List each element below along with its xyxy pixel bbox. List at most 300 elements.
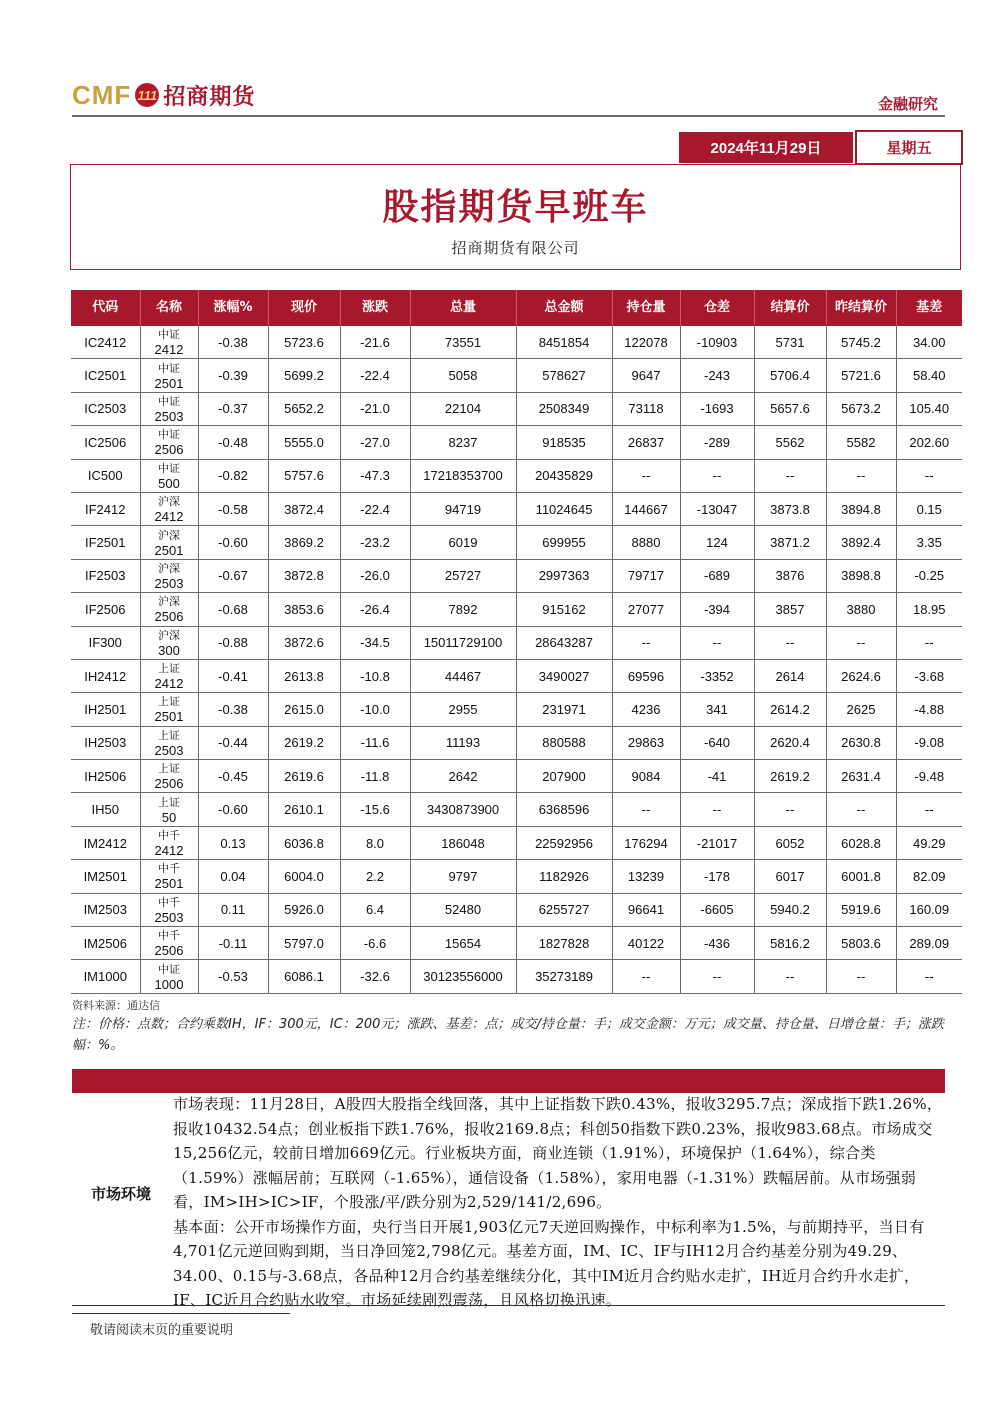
- cell-basis: 160.09: [896, 893, 962, 926]
- cell-open-interest: 26837: [612, 426, 680, 459]
- table-row: [71, 492, 962, 525]
- contract-name: [140, 927, 198, 960]
- cell-turnover: 699955: [516, 526, 612, 559]
- column-header: 持仓量: [612, 290, 680, 326]
- cell-volume: 11193: [410, 726, 516, 759]
- contract-name: [140, 659, 198, 692]
- table-row: [71, 559, 962, 592]
- cell-last-price: 2613.8: [268, 659, 340, 692]
- contract-code: IM2501: [71, 860, 140, 893]
- cell-open-interest: 79717: [612, 559, 680, 592]
- cell-basis: 3.35: [896, 526, 962, 559]
- cell-settle-price: 3857: [754, 593, 826, 626]
- contract-index-name: 上证: [158, 662, 180, 676]
- cell-oi-change: -1693: [680, 392, 754, 425]
- cell-last-price: 2615.0: [268, 693, 340, 726]
- cell-turnover: 578627: [516, 359, 612, 392]
- contract-name: [140, 860, 198, 893]
- contract-name: [140, 559, 198, 592]
- contract-index-name: 沪深: [158, 561, 180, 575]
- cell-open-interest: 4236: [612, 693, 680, 726]
- cell-change-pct: -0.39: [198, 359, 268, 392]
- cell-prev-settle: --: [826, 793, 896, 826]
- cell-open-interest: 176294: [612, 826, 680, 859]
- table-row: [71, 593, 962, 626]
- cell-last-price: 6004.0: [268, 860, 340, 893]
- logo-text-cn: 招商期货: [163, 84, 256, 110]
- contract-name: [140, 693, 198, 726]
- contract-month: 2503: [154, 408, 184, 424]
- contract-index-name: 中千: [158, 829, 180, 843]
- cell-prev-settle: --: [826, 459, 896, 492]
- fundamentals-paragraph: 基本面：公开市场操作方面，央行当日开展1,903亿元7天逆回购操作，中标利率为1.5%，与前期持平，当日有4,701亿元逆回购到期，当日净回笼2,798亿元。基差方面，IM、IC、IF与IH12月合约基差分别为49.29、34.00、0.15与-3.68点，各品种12月合约基差继续分化，其中IM近月合约贴水走扩，IH近月合约升水走扩，IF、IC近月合约贴水收窄。市场延续剧烈震荡，且风格切换迅速。: [173, 1217, 925, 1309]
- contract-name: [140, 426, 198, 459]
- cell-turnover: 8451854: [516, 326, 612, 359]
- contract-index-name: 上证: [158, 795, 180, 809]
- cell-turnover: 20435829: [516, 459, 612, 492]
- cell-last-price: 6086.1: [268, 960, 340, 993]
- table-row: [71, 860, 962, 893]
- logo-badge-icon: 111: [135, 83, 159, 107]
- contract-name: [140, 593, 198, 626]
- cell-prev-settle: 5803.6: [826, 927, 896, 960]
- table-row: [71, 326, 962, 359]
- cell-volume: 17218353700: [410, 459, 516, 492]
- contract-month: 2501: [154, 709, 184, 725]
- contract-code: IH2412: [71, 659, 140, 692]
- cell-last-price: 3872.4: [268, 492, 340, 525]
- cell-volume: 2955: [410, 693, 516, 726]
- cell-settle-price: 2619.2: [754, 760, 826, 793]
- cell-last-price: 2619.2: [268, 726, 340, 759]
- cell-turnover: 880588: [516, 726, 612, 759]
- header-divider: [72, 115, 945, 117]
- cell-prev-settle: 5673.2: [826, 392, 896, 425]
- cell-oi-change: -289: [680, 426, 754, 459]
- cell-prev-settle: 3898.8: [826, 559, 896, 592]
- cell-open-interest: 8880: [612, 526, 680, 559]
- contract-name: [140, 893, 198, 926]
- cell-volume: 52480: [410, 893, 516, 926]
- contract-name: [140, 960, 198, 993]
- cell-change: -34.5: [340, 626, 410, 659]
- column-header: 总金额: [516, 290, 612, 326]
- cell-open-interest: 96641: [612, 893, 680, 926]
- cell-change-pct: -0.45: [198, 760, 268, 793]
- section-bar: [72, 1069, 945, 1093]
- cell-last-price: 5699.2: [268, 359, 340, 392]
- contract-name: [140, 793, 198, 826]
- cell-oi-change: -13047: [680, 492, 754, 525]
- contract-month: 50: [161, 809, 177, 825]
- cell-prev-settle: 3892.4: [826, 526, 896, 559]
- cell-change-pct: -0.68: [198, 593, 268, 626]
- contract-code: IH2501: [71, 693, 140, 726]
- column-header: 昨结算价: [826, 290, 896, 326]
- contract-index-name: 沪深: [158, 528, 180, 542]
- table-row: [71, 893, 962, 926]
- contract-index-name: 沪深: [158, 495, 180, 509]
- cell-turnover: 3490027: [516, 659, 612, 692]
- cell-last-price: 5797.0: [268, 927, 340, 960]
- cell-basis: -0.25: [896, 559, 962, 592]
- table-row: [71, 392, 962, 425]
- cell-basis: 49.29: [896, 826, 962, 859]
- contract-code: IF2501: [71, 526, 140, 559]
- cell-turnover: 1827828: [516, 927, 612, 960]
- cell-basis: -9.08: [896, 726, 962, 759]
- contract-code: IH2503: [71, 726, 140, 759]
- contract-index-name: 中证: [158, 394, 180, 408]
- cell-basis: 289.09: [896, 927, 962, 960]
- report-date: 2024年11月29日: [679, 132, 853, 163]
- cell-change-pct: -0.48: [198, 426, 268, 459]
- column-header: 名称: [140, 290, 198, 326]
- cell-prev-settle: 5919.6: [826, 893, 896, 926]
- cell-settle-price: 6017: [754, 860, 826, 893]
- contract-name: [140, 626, 198, 659]
- table-row: [71, 426, 962, 459]
- cell-change: -26.0: [340, 559, 410, 592]
- cell-settle-price: 5731: [754, 326, 826, 359]
- cell-settle-price: --: [754, 626, 826, 659]
- table-row: [71, 693, 962, 726]
- title-box: [70, 164, 961, 270]
- cell-settle-price: --: [754, 793, 826, 826]
- contract-month: 2506: [154, 943, 184, 959]
- cell-change: -6.6: [340, 927, 410, 960]
- cell-oi-change: -21017: [680, 826, 754, 859]
- cell-prev-settle: --: [826, 626, 896, 659]
- cell-oi-change: -640: [680, 726, 754, 759]
- cell-volume: 2642: [410, 760, 516, 793]
- cell-settle-price: 2614: [754, 659, 826, 692]
- contract-code: IC2501: [71, 359, 140, 392]
- logo-text-en: CMF: [72, 79, 132, 110]
- cell-oi-change: --: [680, 793, 754, 826]
- cell-oi-change: -6605: [680, 893, 754, 926]
- cell-prev-settle: 3894.8: [826, 492, 896, 525]
- cell-settle-price: 5816.2: [754, 927, 826, 960]
- cell-prev-settle: 2624.6: [826, 659, 896, 692]
- column-header: 基差: [896, 290, 962, 326]
- cell-open-interest: 13239: [612, 860, 680, 893]
- contract-name: [140, 492, 198, 525]
- contract-index-name: 中证: [158, 962, 180, 976]
- contract-month: 2501: [154, 876, 184, 892]
- cell-prev-settle: 2625: [826, 693, 896, 726]
- cell-basis: -9.48: [896, 760, 962, 793]
- cell-change-pct: -0.41: [198, 659, 268, 692]
- column-header: 总量: [410, 290, 516, 326]
- table-row: [71, 459, 962, 492]
- cell-prev-settle: 6001.8: [826, 860, 896, 893]
- cell-settle-price: 3873.8: [754, 492, 826, 525]
- cell-prev-settle: 2631.4: [826, 760, 896, 793]
- cell-settle-price: --: [754, 960, 826, 993]
- cell-change: -22.4: [340, 492, 410, 525]
- cell-volume: 22104: [410, 392, 516, 425]
- cell-last-price: 5757.6: [268, 459, 340, 492]
- cell-oi-change: -178: [680, 860, 754, 893]
- cell-open-interest: --: [612, 626, 680, 659]
- column-header: 仓差: [680, 290, 754, 326]
- cell-settle-price: 3876: [754, 559, 826, 592]
- cell-turnover: 11024645: [516, 492, 612, 525]
- footer-divider: [72, 1313, 290, 1314]
- cell-oi-change: --: [680, 459, 754, 492]
- market-env-text: [173, 1092, 943, 1313]
- cell-turnover: 207900: [516, 760, 612, 793]
- cell-open-interest: 122078: [612, 326, 680, 359]
- contract-index-name: 中证: [158, 461, 180, 475]
- cell-prev-settle: 2630.8: [826, 726, 896, 759]
- table-row: [71, 626, 962, 659]
- cell-open-interest: 73118: [612, 392, 680, 425]
- contract-code: IM2503: [71, 893, 140, 926]
- contract-code: IC2412: [71, 326, 140, 359]
- cell-oi-change: 341: [680, 693, 754, 726]
- contract-name: [140, 826, 198, 859]
- cell-last-price: 3872.8: [268, 559, 340, 592]
- cell-prev-settle: 5582: [826, 426, 896, 459]
- contract-index-name: 中证: [158, 328, 180, 342]
- cell-basis: 82.09: [896, 860, 962, 893]
- cell-oi-change: --: [680, 626, 754, 659]
- column-header: 涨幅%: [198, 290, 268, 326]
- market-env-label: 市场环境: [90, 1185, 151, 1203]
- cell-basis: 58.40: [896, 359, 962, 392]
- cell-change: -32.6: [340, 960, 410, 993]
- cell-basis: --: [896, 793, 962, 826]
- cell-change: 2.2: [340, 860, 410, 893]
- cell-oi-change: -10903: [680, 326, 754, 359]
- cell-turnover: 915162: [516, 593, 612, 626]
- cell-last-price: 2619.6: [268, 760, 340, 793]
- cell-volume: 30123556000: [410, 960, 516, 993]
- cell-change: -10.8: [340, 659, 410, 692]
- cell-change: -10.0: [340, 693, 410, 726]
- contract-month: 300: [158, 642, 180, 658]
- contract-code: IC2503: [71, 392, 140, 425]
- table-row: [71, 659, 962, 692]
- cell-volume: 94719: [410, 492, 516, 525]
- cell-oi-change: -689: [680, 559, 754, 592]
- cell-last-price: 3872.6: [268, 626, 340, 659]
- contract-name: [140, 326, 198, 359]
- contract-month: 2412: [154, 843, 184, 859]
- cell-change: 6.4: [340, 893, 410, 926]
- cell-volume: 3430873900: [410, 793, 516, 826]
- cell-last-price: 3853.6: [268, 593, 340, 626]
- company-name: 招商期货有限公司: [451, 239, 580, 257]
- cell-change-pct: 0.13: [198, 826, 268, 859]
- column-header: 涨跌: [340, 290, 410, 326]
- contract-name: [140, 526, 198, 559]
- contract-index-name: 中千: [158, 862, 180, 876]
- cell-open-interest: 9084: [612, 760, 680, 793]
- cell-change: -27.0: [340, 426, 410, 459]
- contract-code: IF300: [71, 626, 140, 659]
- cell-open-interest: --: [612, 459, 680, 492]
- contract-month: 1000: [154, 976, 184, 992]
- contract-month: 2506: [154, 776, 184, 792]
- cell-change: -47.3: [340, 459, 410, 492]
- contract-index-name: 上证: [158, 728, 180, 742]
- table-row: [71, 960, 962, 993]
- table-row: [71, 760, 962, 793]
- cell-change-pct: -0.37: [198, 392, 268, 425]
- cell-change: -15.6: [340, 793, 410, 826]
- cell-turnover: 918535: [516, 426, 612, 459]
- cell-volume: 5058: [410, 359, 516, 392]
- cell-last-price: 5652.2: [268, 392, 340, 425]
- cell-settle-price: 5706.4: [754, 359, 826, 392]
- cell-turnover: 6368596: [516, 793, 612, 826]
- cell-change: -21.6: [340, 326, 410, 359]
- cell-basis: 34.00: [896, 326, 962, 359]
- footer-disclaimer: 敬请阅读末页的重要说明: [90, 1323, 234, 1338]
- cell-last-price: 5723.6: [268, 326, 340, 359]
- contract-month: 2501: [154, 375, 184, 391]
- cell-change-pct: -0.53: [198, 960, 268, 993]
- contract-code: IC500: [71, 459, 140, 492]
- contract-code: IM1000: [71, 960, 140, 993]
- contract-month: 2506: [154, 609, 184, 625]
- contract-index-name: 上证: [158, 695, 180, 709]
- cell-turnover: 28643287: [516, 626, 612, 659]
- cell-basis: 202.60: [896, 426, 962, 459]
- cell-prev-settle: 6028.8: [826, 826, 896, 859]
- contract-month: 2503: [154, 742, 184, 758]
- contract-code: IF2506: [71, 593, 140, 626]
- cell-oi-change: -394: [680, 593, 754, 626]
- table-row: [71, 726, 962, 759]
- table-row: [71, 526, 962, 559]
- contract-index-name: 沪深: [158, 628, 180, 642]
- cell-change-pct: -0.38: [198, 693, 268, 726]
- contract-index-name: 中千: [158, 895, 180, 909]
- data-source: 资料来源：通达信: [72, 999, 160, 1012]
- cell-change-pct: -0.67: [198, 559, 268, 592]
- cell-change: -23.2: [340, 526, 410, 559]
- cell-settle-price: 2614.2: [754, 693, 826, 726]
- cell-volume: 8237: [410, 426, 516, 459]
- cell-settle-price: --: [754, 459, 826, 492]
- cell-last-price: 5926.0: [268, 893, 340, 926]
- cell-open-interest: 144667: [612, 492, 680, 525]
- cell-turnover: 2508349: [516, 392, 612, 425]
- cell-open-interest: 9647: [612, 359, 680, 392]
- cell-basis: --: [896, 459, 962, 492]
- report-title: 股指期货早班车: [382, 187, 649, 228]
- cell-last-price: 2610.1: [268, 793, 340, 826]
- cell-basis: -4.88: [896, 693, 962, 726]
- contract-name: [140, 760, 198, 793]
- contract-name: [140, 392, 198, 425]
- cell-change: -11.8: [340, 760, 410, 793]
- contract-month: 2506: [154, 442, 184, 458]
- cell-oi-change: --: [680, 960, 754, 993]
- cell-change-pct: 0.11: [198, 893, 268, 926]
- cell-turnover: 1182926: [516, 860, 612, 893]
- table-header-row: [71, 290, 962, 326]
- table-row: [71, 826, 962, 859]
- cell-turnover: 2997363: [516, 559, 612, 592]
- contract-month: 2412: [154, 509, 184, 525]
- cell-basis: 0.15: [896, 492, 962, 525]
- section-label: 金融研究: [877, 95, 938, 113]
- contract-month: 2412: [154, 676, 184, 692]
- cell-turnover: 6255727: [516, 893, 612, 926]
- contract-name: [140, 359, 198, 392]
- cell-prev-settle: 5745.2: [826, 326, 896, 359]
- cell-oi-change: -436: [680, 927, 754, 960]
- cell-volume: 9797: [410, 860, 516, 893]
- contract-code: IC2506: [71, 426, 140, 459]
- column-header: 结算价: [754, 290, 826, 326]
- cell-change-pct: -0.11: [198, 927, 268, 960]
- contract-index-name: 中证: [158, 428, 180, 442]
- contract-code: IF2503: [71, 559, 140, 592]
- cell-last-price: 6036.8: [268, 826, 340, 859]
- cell-basis: -3.68: [896, 659, 962, 692]
- contract-month: 500: [158, 475, 180, 491]
- cell-volume: 7892: [410, 593, 516, 626]
- report-weekday: 星期五: [855, 130, 963, 165]
- contract-name: [140, 459, 198, 492]
- cell-volume: 6019: [410, 526, 516, 559]
- contract-code: IF2412: [71, 492, 140, 525]
- contract-month: 2412: [154, 342, 184, 358]
- cell-change: -11.6: [340, 726, 410, 759]
- cell-turnover: 231971: [516, 693, 612, 726]
- cell-oi-change: -41: [680, 760, 754, 793]
- contract-name: [140, 726, 198, 759]
- cell-open-interest: --: [612, 960, 680, 993]
- cell-settle-price: 5657.6: [754, 392, 826, 425]
- cell-prev-settle: 3880: [826, 593, 896, 626]
- contract-code: IH50: [71, 793, 140, 826]
- cell-settle-price: 6052: [754, 826, 826, 859]
- table-note: 注：价格：点数；合约乘数IH，IF：300元，IC：200元；涨跌、基差：点；成交/持仓量：手；成交金额：万元；成交量、持仓量、日增仓量：手；涨跌幅：%。: [72, 1017, 944, 1053]
- cell-volume: 44467: [410, 659, 516, 692]
- cell-change: 8.0: [340, 826, 410, 859]
- cell-turnover: 22592956: [516, 826, 612, 859]
- table-row: [71, 359, 962, 392]
- cell-change-pct: -0.60: [198, 526, 268, 559]
- column-header: 现价: [268, 290, 340, 326]
- contract-index-name: 上证: [158, 762, 180, 776]
- cell-volume: 73551: [410, 326, 516, 359]
- contract-code: IM2412: [71, 826, 140, 859]
- table-body: [71, 326, 962, 993]
- cell-volume: 186048: [410, 826, 516, 859]
- cell-oi-change: -3352: [680, 659, 754, 692]
- cell-settle-price: 2620.4: [754, 726, 826, 759]
- cell-volume: 15011729100: [410, 626, 516, 659]
- cell-settle-price: 5562: [754, 426, 826, 459]
- contract-index-name: 中证: [158, 361, 180, 375]
- cell-volume: 15654: [410, 927, 516, 960]
- cell-change-pct: -0.38: [198, 326, 268, 359]
- table-row: [71, 793, 962, 826]
- column-header: 代码: [71, 290, 140, 326]
- futures-quote-table: [71, 290, 962, 994]
- cell-change-pct: -0.44: [198, 726, 268, 759]
- cell-last-price: 3869.2: [268, 526, 340, 559]
- cell-oi-change: 124: [680, 526, 754, 559]
